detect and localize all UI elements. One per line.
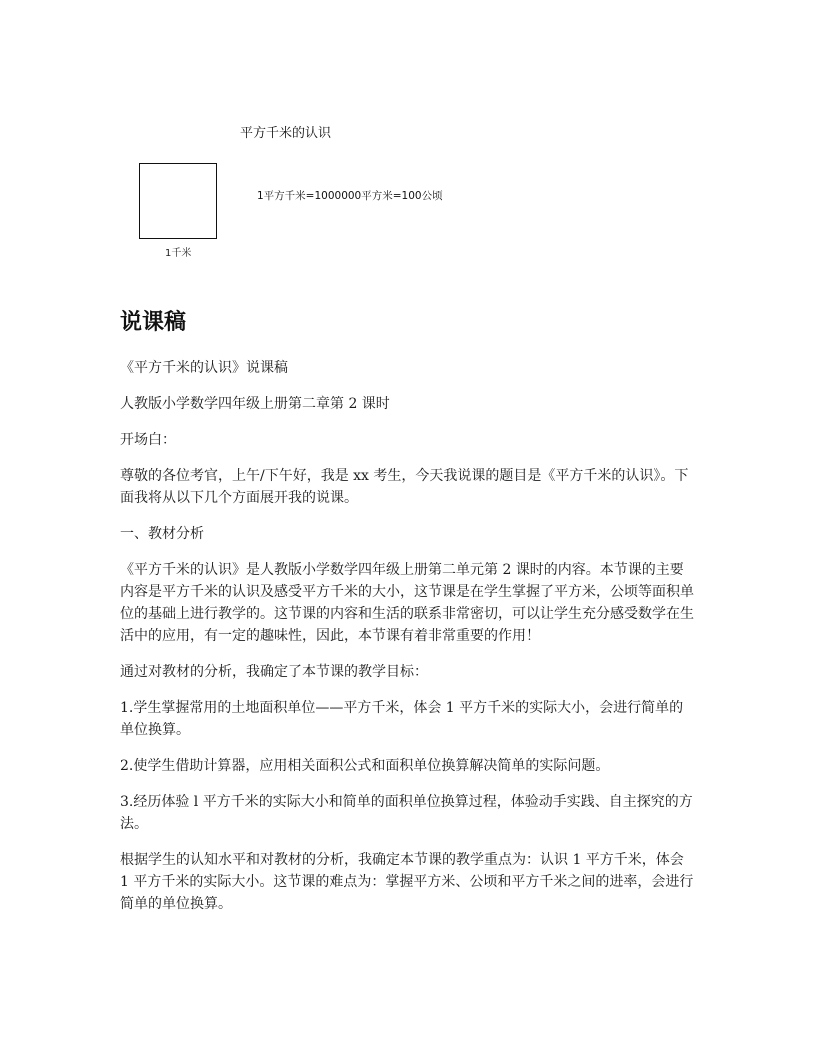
lesson-source: 人教版小学数学四年级上册第二章第 2 课时 bbox=[120, 396, 390, 412]
square-side-label: 1千米 bbox=[165, 248, 192, 259]
opening-label: 开场白： bbox=[120, 432, 176, 448]
key-points-text: 根据学生的认知水平和对教材的分析，我确定本节课的教学重点为：认识 1 平方千米，体会 1 平方千米的实际大小。这节课的难点为：掌握平方米、公顷和平方千米之间的进率，会进行简单的单位换算。 bbox=[120, 852, 694, 912]
textbook-analysis-text: 《平方千米的认识》是人教版小学数学四年级上册第二单元第 2 课时的内容。本节课的主要内容是平方千米的认识及感受平方千米的大小，这节课是在学生掌握了平方米，公顷等面积单位的基础上进行教学的。这节课的内容和生活的联系非常密切，可以让学生充分感受数学在生活中的应用，有一定的趣味性，因此，本节课有着非常重要的作用！ bbox=[120, 562, 694, 644]
opening-text: 尊敬的各位考官，上午/下午好，我是 xx 考生，今天我说课的题目是《平方千米的认识》。下面我将从以下几个方面展开我的说课。 bbox=[120, 468, 689, 506]
section-heading-textbook-analysis: 一、教材分析 bbox=[120, 526, 204, 542]
unit-conversion-formula: 1平方千米=1000000平方米=100公顷 bbox=[257, 190, 443, 202]
page-heading: 说课稿 bbox=[120, 310, 187, 335]
objectives-intro: 通过对教材的分析，我确定了本节课的教学目标： bbox=[120, 664, 428, 680]
objective-1: 1.学生掌握常用的土地面积单位——平方千米，体会 1 平方千米的实际大小，会进行简单的单位换算。 bbox=[120, 700, 684, 738]
document-body bbox=[120, 357, 696, 929]
lesson-title: 《平方千米的认识》说课稿 bbox=[120, 360, 288, 376]
figure-title: 平方千米的认识 bbox=[240, 126, 332, 141]
square-diagram bbox=[139, 163, 217, 239]
objective-3: 3.经历体验 l 平方千米的实际大小和简单的面积单位换算过程，体验动手实践、自主探究的方法。 bbox=[120, 794, 693, 832]
objective-2: 2.使学生借助计算器，应用相关面积公式和面积单位换算解决简单的实际问题。 bbox=[120, 758, 610, 774]
